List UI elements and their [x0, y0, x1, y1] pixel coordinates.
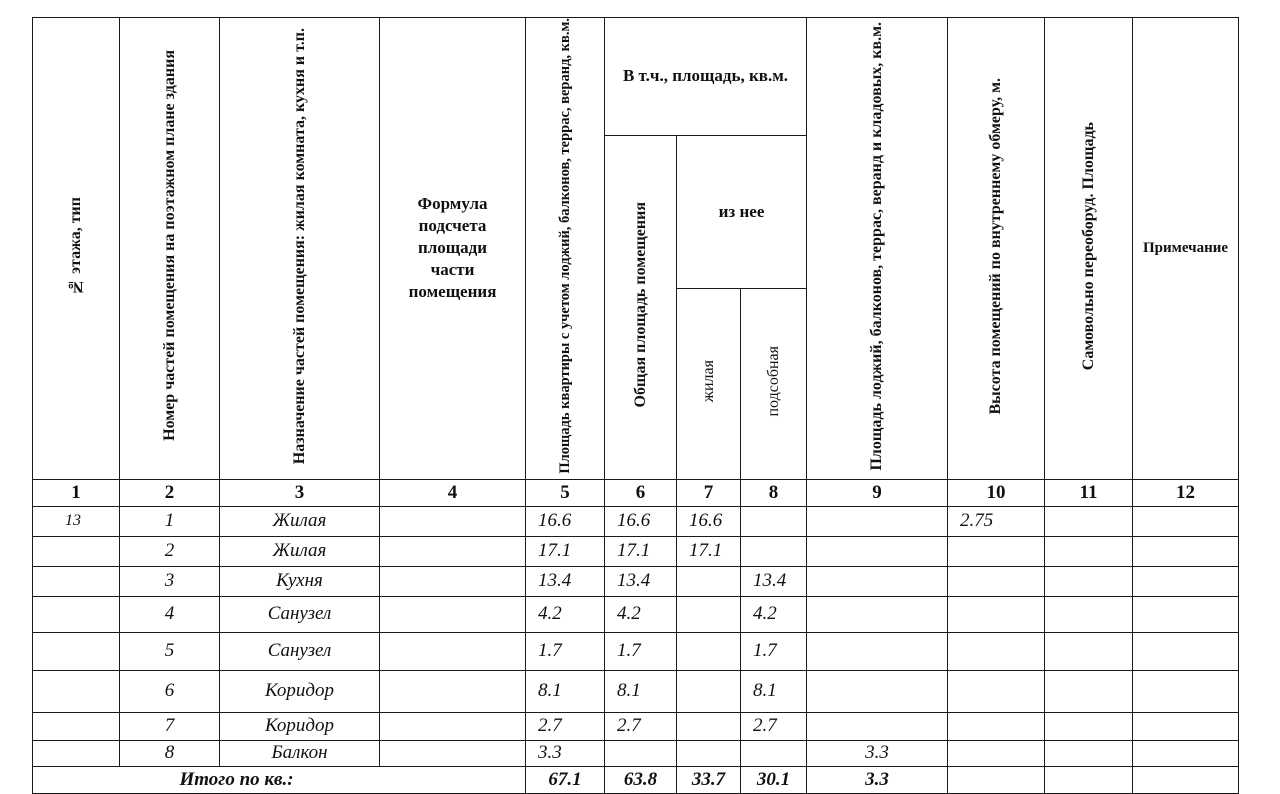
table-row: [33, 566, 1239, 596]
total-area-with-balconies: 67.1: [526, 766, 605, 793]
header-including-area: В т.ч., площадь, кв.м.: [605, 18, 807, 136]
cell-living: [677, 740, 741, 766]
cell-floor: [33, 536, 120, 566]
header-of-which: из нее: [677, 136, 807, 289]
totals-row: [33, 766, 1239, 793]
cell-auxiliary: 2.7: [741, 712, 807, 740]
cell-height: [948, 566, 1045, 596]
header-floor: № этажа, тип: [33, 18, 120, 480]
column-number: 11: [1045, 479, 1133, 506]
cell-unauthorized: [1045, 632, 1133, 670]
cell-formula: [380, 712, 526, 740]
cell-total-area: 17.1: [605, 536, 677, 566]
column-number: 5: [526, 479, 605, 506]
cell-height: [948, 632, 1045, 670]
column-number: 1: [33, 479, 120, 506]
column-number: 2: [120, 479, 220, 506]
column-number: 4: [380, 479, 526, 506]
cell-living: [677, 712, 741, 740]
column-number: 9: [807, 479, 948, 506]
totals-label: Итого по кв.:: [120, 766, 526, 793]
cell-purpose: Кухня: [220, 566, 380, 596]
cell-total-area: 8.1: [605, 670, 677, 712]
header-loggia-area: Площадь лоджий, балконов, террас, веранд и кладовых, кв.м.: [807, 18, 948, 480]
cell-auxiliary: 8.1: [741, 670, 807, 712]
cell-part-number: 7: [120, 712, 220, 740]
table-row: [33, 670, 1239, 712]
cell-unauthorized: [1045, 596, 1133, 632]
cell-area-with-balconies: 1.7: [526, 632, 605, 670]
cell-formula: [380, 506, 526, 536]
column-number: 6: [605, 479, 677, 506]
total-loggia: 3.3: [807, 766, 948, 793]
header-height: Высота помещений по внутреннему обмеру, м.: [948, 18, 1045, 480]
cell-auxiliary: [741, 536, 807, 566]
cell-area-with-balconies: 3.3: [526, 740, 605, 766]
cell-notes: [1133, 740, 1239, 766]
cell-loggia-area: [807, 670, 948, 712]
cell-total-area: 4.2: [605, 596, 677, 632]
totals-blank: [33, 766, 120, 793]
room-specification-table: [32, 17, 1239, 794]
column-number: 12: [1133, 479, 1239, 506]
cell-height: [948, 712, 1045, 740]
table-row: [33, 596, 1239, 632]
cell-area-with-balconies: 2.7: [526, 712, 605, 740]
cell-auxiliary: 1.7: [741, 632, 807, 670]
cell-height: [948, 740, 1045, 766]
table-row: [33, 536, 1239, 566]
cell-notes: [1133, 670, 1239, 712]
column-number: 7: [677, 479, 741, 506]
column-number: 10: [948, 479, 1045, 506]
cell-unauthorized: [1045, 536, 1133, 566]
cell-notes: [1133, 566, 1239, 596]
total-living: 33.7: [677, 766, 741, 793]
table-row: [33, 632, 1239, 670]
table-row: [33, 712, 1239, 740]
total-unauthorized: [1045, 766, 1133, 793]
cell-formula: [380, 670, 526, 712]
cell-purpose: Балкон: [220, 740, 380, 766]
cell-floor: [33, 632, 120, 670]
cell-unauthorized: [1045, 670, 1133, 712]
cell-unauthorized: [1045, 740, 1133, 766]
cell-purpose: Коридор: [220, 670, 380, 712]
cell-unauthorized: [1045, 566, 1133, 596]
cell-auxiliary: 4.2: [741, 596, 807, 632]
cell-area-with-balconies: 4.2: [526, 596, 605, 632]
total-auxiliary: 30.1: [741, 766, 807, 793]
header-purpose: Назначение частей помещения: жилая комната, кухня и т.п.: [220, 18, 380, 480]
cell-total-area: [605, 740, 677, 766]
cell-floor: [33, 712, 120, 740]
table-row: [33, 506, 1239, 536]
room-specification-sheet: [32, 17, 1238, 794]
header-area-with-balconies: Площадь квартиры с учетом лоджий, балконов, террас, веранд, кв.м.: [526, 18, 605, 480]
header-auxiliary: подсобная: [741, 288, 807, 479]
room-rows: [33, 506, 1239, 766]
cell-area-with-balconies: 8.1: [526, 670, 605, 712]
table-row: [33, 740, 1239, 766]
header-notes: Примечание: [1133, 18, 1239, 480]
cell-area-with-balconies: 16.6: [526, 506, 605, 536]
cell-formula: [380, 632, 526, 670]
cell-formula: [380, 596, 526, 632]
column-number: 3: [220, 479, 380, 506]
cell-part-number: 4: [120, 596, 220, 632]
cell-notes: [1133, 632, 1239, 670]
cell-height: [948, 670, 1045, 712]
cell-formula: [380, 536, 526, 566]
cell-notes: [1133, 596, 1239, 632]
cell-living: 16.6: [677, 506, 741, 536]
cell-part-number: 5: [120, 632, 220, 670]
cell-purpose: Санузел: [220, 632, 380, 670]
cell-area-with-balconies: 13.4: [526, 566, 605, 596]
cell-part-number: 2: [120, 536, 220, 566]
total-area: 63.8: [605, 766, 677, 793]
cell-floor: [33, 596, 120, 632]
cell-loggia-area: [807, 632, 948, 670]
cell-part-number: 8: [120, 740, 220, 766]
cell-total-area: 2.7: [605, 712, 677, 740]
cell-living: [677, 670, 741, 712]
cell-living: 17.1: [677, 536, 741, 566]
total-notes: [1133, 766, 1239, 793]
cell-auxiliary: 13.4: [741, 566, 807, 596]
cell-floor: 13: [33, 506, 120, 536]
cell-living: [677, 566, 741, 596]
cell-notes: [1133, 536, 1239, 566]
cell-notes: [1133, 712, 1239, 740]
cell-total-area: 1.7: [605, 632, 677, 670]
cell-living: [677, 596, 741, 632]
cell-auxiliary: [741, 506, 807, 536]
cell-floor: [33, 670, 120, 712]
cell-formula: [380, 740, 526, 766]
cell-area-with-balconies: 17.1: [526, 536, 605, 566]
cell-height: [948, 596, 1045, 632]
cell-loggia-area: [807, 506, 948, 536]
header-part-number: Номер частей помещения на поэтажном плане здания: [120, 18, 220, 480]
cell-loggia-area: [807, 566, 948, 596]
cell-living: [677, 632, 741, 670]
cell-purpose: Жилая: [220, 536, 380, 566]
cell-height: [948, 536, 1045, 566]
cell-notes: [1133, 506, 1239, 536]
cell-part-number: 3: [120, 566, 220, 596]
cell-floor: [33, 566, 120, 596]
cell-loggia-area: 3.3: [807, 740, 948, 766]
cell-unauthorized: [1045, 506, 1133, 536]
cell-formula: [380, 566, 526, 596]
header-living: жилая: [677, 288, 741, 479]
column-number-row: [33, 479, 1239, 506]
cell-total-area: 16.6: [605, 506, 677, 536]
column-number: 8: [741, 479, 807, 506]
cell-height: 2.75: [948, 506, 1045, 536]
cell-unauthorized: [1045, 712, 1133, 740]
cell-total-area: 13.4: [605, 566, 677, 596]
cell-loggia-area: [807, 596, 948, 632]
header-formula: Формула подсчета площади части помещения: [380, 18, 526, 480]
cell-loggia-area: [807, 712, 948, 740]
cell-purpose: Жилая: [220, 506, 380, 536]
cell-loggia-area: [807, 536, 948, 566]
cell-part-number: 6: [120, 670, 220, 712]
cell-part-number: 1: [120, 506, 220, 536]
header-unauthorized: Самовольно переоборуд. Площадь: [1045, 18, 1133, 480]
cell-auxiliary: [741, 740, 807, 766]
cell-purpose: Санузел: [220, 596, 380, 632]
cell-purpose: Коридор: [220, 712, 380, 740]
header-total-area: Общая площадь помещения: [605, 136, 677, 480]
cell-floor: [33, 740, 120, 766]
total-height: [948, 766, 1045, 793]
